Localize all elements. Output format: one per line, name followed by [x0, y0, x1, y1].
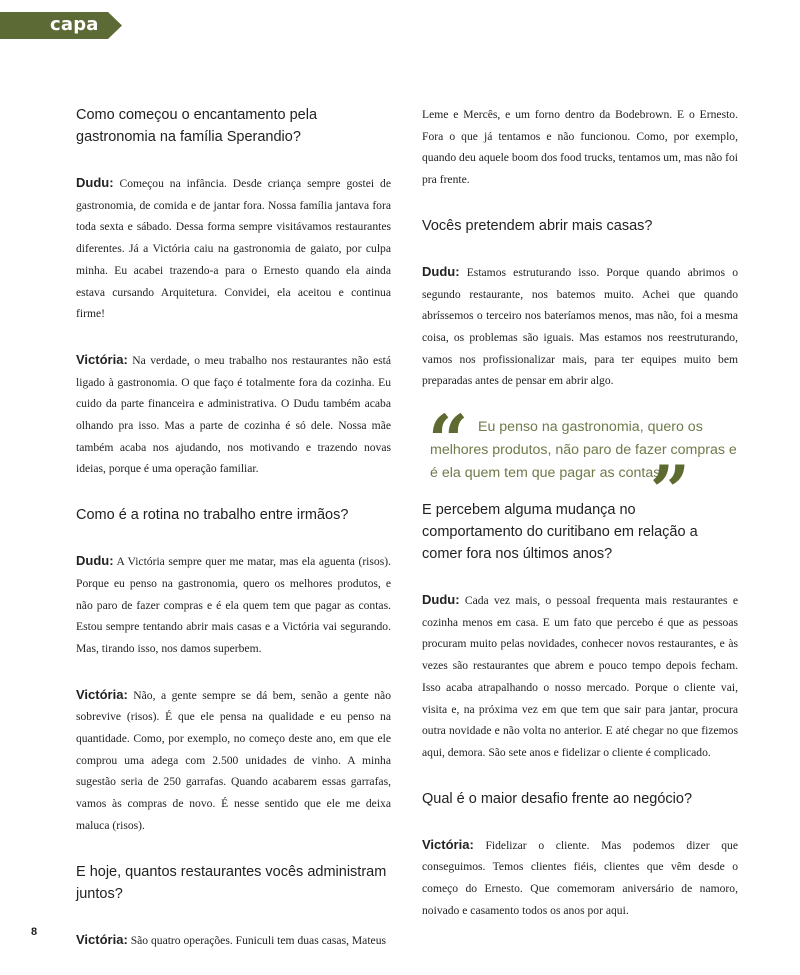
speaker-name: Dudu:	[76, 553, 114, 569]
interview-answer	[76, 684, 391, 837]
answer-text: São quatro operações. Funiculi tem duas casas, Mateus	[130, 933, 387, 947]
interview-answer	[76, 349, 391, 480]
interview-question: Vocês pretendem abrir mais casas?	[422, 217, 653, 234]
speaker-name: Victória:	[422, 836, 474, 852]
section-label: capa	[50, 14, 99, 35]
open-quote-mark: “	[428, 399, 469, 483]
speaker-name: Victória:	[76, 351, 128, 367]
answer-text: Não, a gente sempre se dá bem, senão a gente não sobrevive (risos). É que ele pensa na qualidade e eu penso na quantidade. Como, por exemplo, no começo deste ano, em que ele comprou uma adega com 2.500 unidades de vinho. A minha sugestão seria de 250 garrafas. Quando acabarem essas garrafas, vamos às compras de novo. É nesse sentido que ele me deixa maluca (risos).	[76, 688, 391, 832]
speaker-name: Dudu:	[422, 263, 460, 279]
answer-text: A Victória sempre quer me matar, mas ela aguenta (risos). Porque eu penso na gastronomia, quero os melhores produtos, e não paro de fazer compras e é ela quem tem que pagar as contas. Estou sempre tentando abrir mais casas e a Victória vai segurando. Mas, tirando isso, nos damos superbem.	[76, 555, 391, 655]
interview-answer	[422, 589, 738, 764]
interview-answer	[76, 929, 391, 952]
left-column	[76, 104, 391, 975]
speaker-name: Victória:	[76, 931, 128, 947]
pull-quote-text: Eu penso na gastronomia, quero os melhores produtos, não paro de fazer compras e é ela quem tem que pagar as contas.	[430, 419, 737, 482]
answer-text: Cada vez mais, o pessoal frequenta mais restaurantes e cozinha menos em casa. E um fato que percebo é que as pessoas procuram muito pelas novidades, conhecer novos restaurantes, e às vezes são restaurantes que abrem e pouco tempo depois fecham. Isso acaba atrapalhando o nosso mercado. Porque o cliente vai, visita e, na próxima vez em que tem que sair para jantar, procura outra novidade e não volta no anterior. E até chegar no que fizemos aqui, demora. São sete anos e fidelizar o cliente é complicado.	[422, 594, 738, 759]
speaker-name: Dudu:	[76, 175, 114, 190]
page-number: 8	[31, 926, 38, 938]
interview-question: E hoje, quantos restaurantes vocês administram juntos?	[76, 863, 387, 902]
interview-answer	[422, 104, 738, 191]
interview-answer	[422, 261, 738, 392]
section-tab	[0, 12, 122, 39]
interview-answer	[76, 172, 391, 325]
right-column	[422, 104, 738, 945]
answer-text: Fidelizar o cliente. Mas podemos dizer que conseguimos. Temos clientes fiéis, clientes que vêm desde o começo do Ernesto. Que comemoram aniversário de namoro, noivado e casamento todos os anos por aqui.	[422, 838, 738, 917]
interview-question: Como começou o encantamento pela gastronomia na família Sperandio?	[76, 107, 318, 145]
interview-answer	[422, 834, 738, 922]
speaker-name: Dudu:	[422, 592, 460, 608]
interview-answer	[76, 550, 391, 660]
interview-question: Como é a rotina no trabalho entre irmãos?	[76, 507, 349, 524]
answer-text: Na verdade, o meu trabalho nos restaurantes não está ligado à gastronomia. O que faço é totalmente fora da cozinha. Eu cuido da parte financeira e administrativa. O Dudu também acaba olhando pra isso. Mas a parte de cozinha é só dele. Nossa mãe também acaba nos ajudando, nos motivando e trazendo novas ideias, porque é uma operação familiar.	[76, 353, 391, 476]
answer-text: Leme e Mercês, e um forno dentro da Bodebrown. E o Ernesto. Fora o que já tentamos e não funcionou. Como, por exemplo, quando deu aquele boom dos food trucks, tentamos um, mas não foi pra frente.	[422, 108, 738, 187]
speaker-name: Victória:	[76, 686, 128, 702]
interview-question: Qual é o maior desafio frente ao negócio?	[422, 790, 693, 807]
answer-text: Estamos estruturando isso. Porque quando abrimos o segundo restaurante, nos batemos muito. Achei que quando abríssemos o terceiro nos bateríamos menos, mas não, foi a mesma coisa, os problemas são iguais. Mas estamos nos reestruturando, vamos nos profissionalizar mais, para ter equipes muito bem preparadas antes de pensar em abrir algo.	[422, 265, 738, 388]
answer-text: Começou na infância. Desde criança sempre gostei de gastronomia, de comida e de jantar fora. Nossa família jantava fora toda sexta e sábado. Dessa forma sempre visitávamos restaurantes diferentes. Já a Victória caiu na gastronomia de gaiato, por culpa minha. Eu acabei trazendo-a para o Ernesto quando ela ainda estava cursando Arquitetura. Convidei, ela aceitou e continua firme!	[76, 177, 391, 321]
interview-question: E percebem alguma mudança no comportamento do curitibano em relação a comer fora nos últimos anos?	[422, 502, 698, 563]
close-quote-mark: ”	[649, 450, 690, 534]
